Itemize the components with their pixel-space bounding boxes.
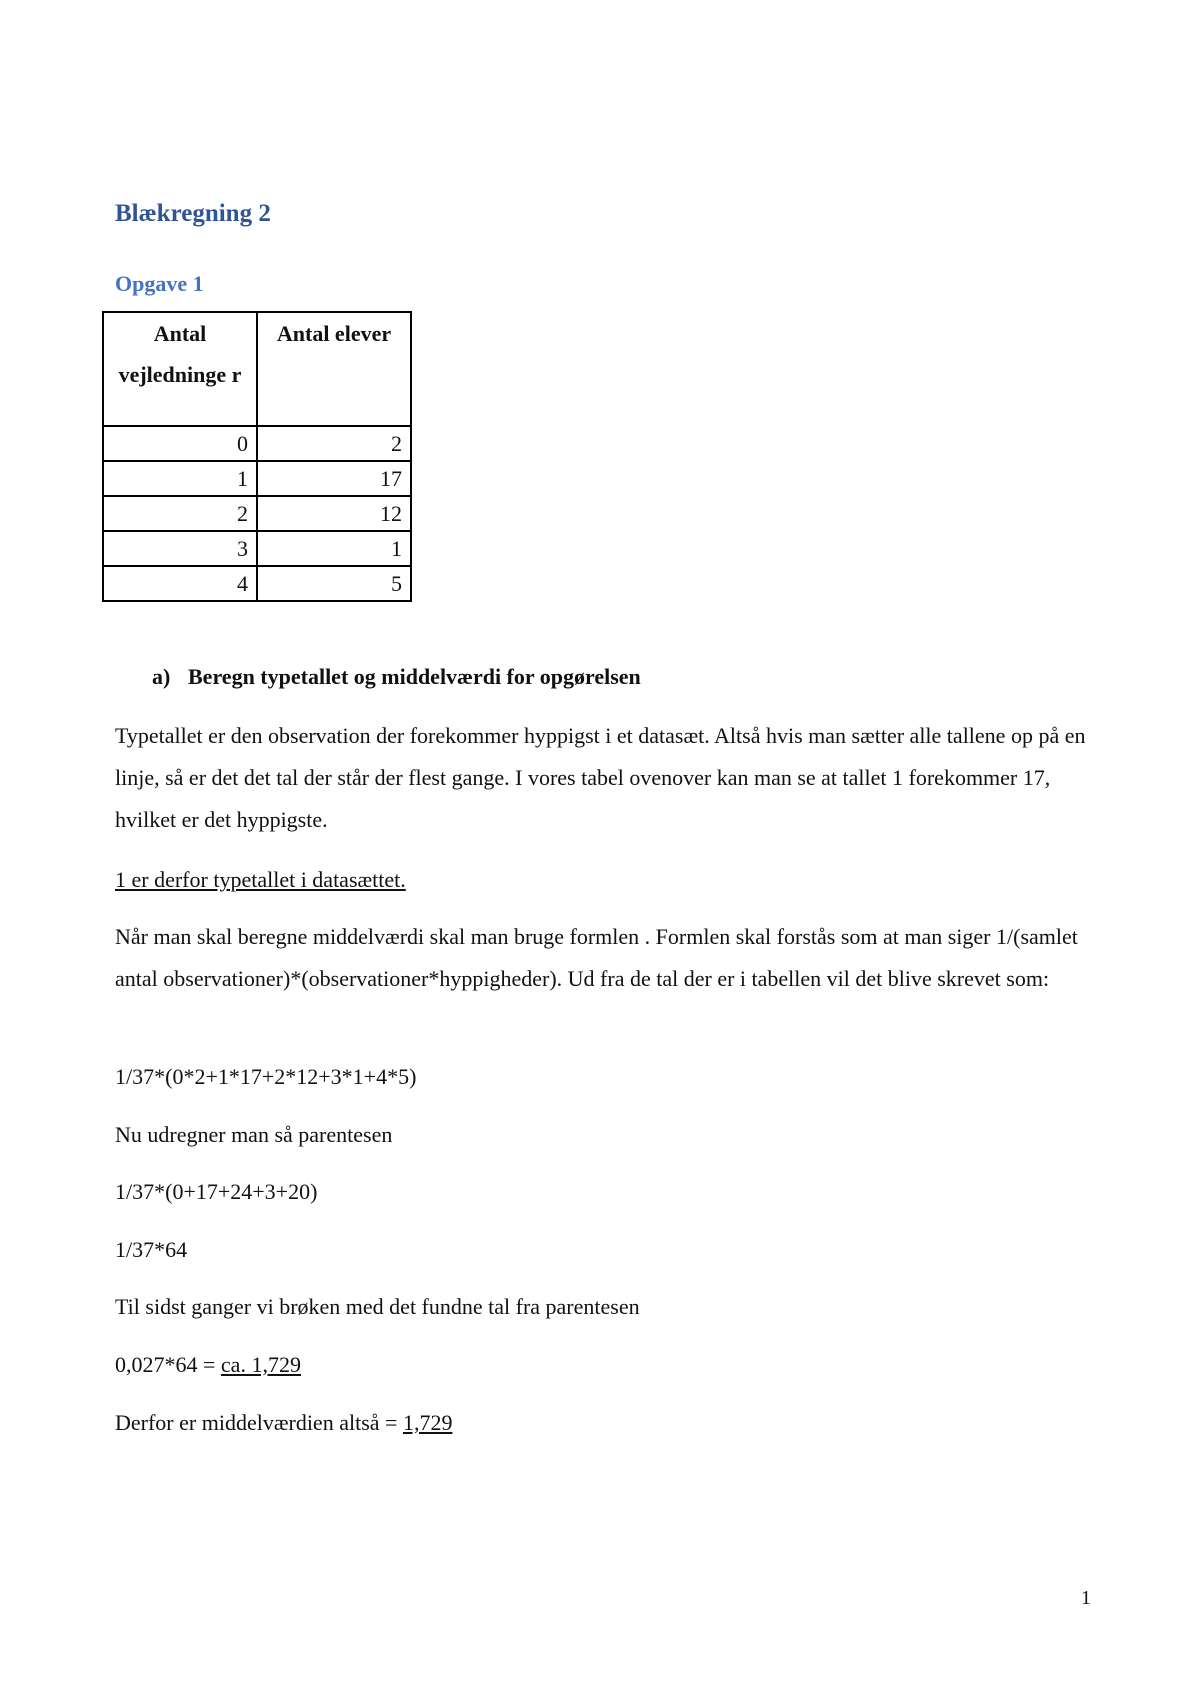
- formula-line: 1/37*(0*2+1*17+2*12+3*1+4*5): [115, 1064, 417, 1089]
- table-cell: 4: [103, 566, 257, 601]
- table-cell: 12: [257, 496, 411, 531]
- conclusion-prefix: Derfor er middelværdien altså =: [115, 1410, 403, 1435]
- page-number: 1: [1081, 1587, 1091, 1609]
- table-cell: 2: [257, 426, 411, 461]
- table-cell: 17: [257, 461, 411, 496]
- formula-line: 1/37*(0+17+24+3+20): [115, 1179, 318, 1204]
- table-row: [103, 531, 411, 566]
- table-cell: 3: [103, 531, 257, 566]
- table-cell: 1: [257, 531, 411, 566]
- table-header-cell: Antal elever: [257, 312, 411, 426]
- section-subtitle: Opgave 1: [115, 271, 204, 296]
- question-text: Beregn typetallet og middelværdi for opgørelsen: [188, 664, 641, 689]
- table-cell: 0: [103, 426, 257, 461]
- document-title: Blækregning 2: [115, 200, 271, 227]
- table-row: [103, 566, 411, 601]
- paragraph-mean-explanation: Når man skal beregne middelværdi skal man bruge formlen . Formlen skal forstås som at man siger 1/(samlet antal observationer)*(observationer*hyppigheder). Ud fra de tal der er i tabellen vil det blive skrevet som:: [115, 924, 1078, 991]
- table-row: [103, 461, 411, 496]
- table-row: [103, 496, 411, 531]
- paragraph-mode-result: 1 er derfor typetallet i datasættet.: [115, 867, 406, 892]
- result-line: [115, 1344, 1105, 1386]
- data-table: [102, 311, 412, 602]
- table-header-row: [103, 312, 411, 426]
- result-prefix: 0,027*64 =: [115, 1352, 221, 1377]
- result-value: ca. 1,729: [220, 1352, 301, 1377]
- conclusion-value: 1,729: [402, 1410, 453, 1435]
- paragraph-step: Til sidst ganger vi brøken med det fundne tal fra parentesen: [115, 1294, 640, 1319]
- table-row: [103, 426, 411, 461]
- question-label: a): [152, 664, 171, 689]
- question-heading: [152, 661, 641, 693]
- table-cell: 1: [103, 461, 257, 496]
- conclusion-line: [115, 1402, 1105, 1444]
- paragraph-step: Nu udregner man så parentesen: [115, 1122, 393, 1147]
- table-cell: 2: [103, 496, 257, 531]
- table-cell: 5: [257, 566, 411, 601]
- table-header-cell: Antal vejledninge r: [103, 312, 257, 426]
- formula-line: 1/37*64: [115, 1237, 188, 1262]
- paragraph-mode-explanation: Typetallet er den observation der forekommer hyppigst i et datasæt. Altså hvis man sætter alle tallene op på en linje, så er det det tal der står der flest gange. I vores tabel ovenover kan man se at tallet 1 forekommer 17, hvilket er det hyppigste.: [115, 723, 1086, 832]
